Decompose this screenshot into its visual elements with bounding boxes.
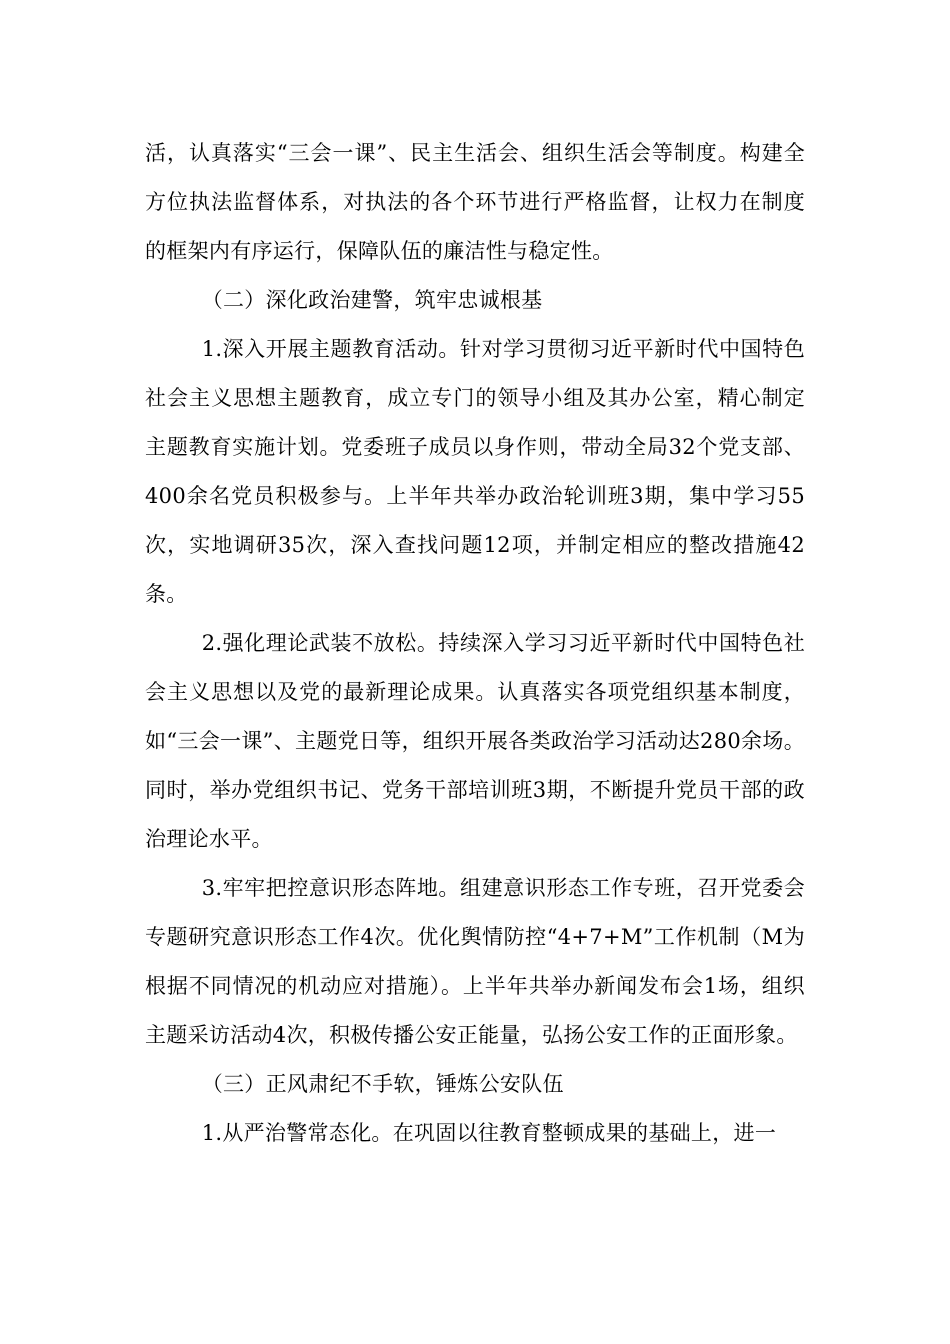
paragraph-item-ideology: 3.牢牢把控意识形态阵地。组建意识形态工作专班，召开党委会专题研究意识形态工作4次。优化舆情防控“4+7+M”工作机制（M为根据不同情况的机动应对措施）。上半年共举办新闻发布会1场，组织主题采访活动4次，积极传播公安正能量，弘扬公安工作的正面形象。	[145, 876, 805, 1047]
paragraph-continuation: 活，认真落实“三会一课”、民主生活会、组织生活会等制度。构建全方位执法监督体系，对执法的各个环节进行严格监督，让权力在制度的框架内有序运行，保障队伍的廉洁性与稳定性。	[145, 141, 805, 263]
section-heading-two: （二）深化政治建警，筑牢忠诚根基	[201, 288, 543, 312]
document-body	[145, 129, 805, 1158]
section-heading-three: （三）正风肃纪不手软，锤炼公安队伍	[201, 1072, 564, 1096]
paragraph-item-theme-education: 1.深入开展主题教育活动。针对学习贯彻习近平新时代中国特色社会主义思想主题教育，成立专门的领导小组及其办公室，精心制定主题教育实施计划。党委班子成员以身作则，带动全局32个党支部、400余名党员积极参与。上半年共举办政治轮训班3期，集中学习55次，实地调研35次，深入查找问题12项，并制定相应的整改措施42条。	[145, 337, 805, 606]
paragraph-item-theory-study: 2.强化理论武装不放松。持续深入学习习近平新时代中国特色社会主义思想以及党的最新理论成果。认真落实各项党组织基本制度，如“三会一课”、主题党日等，组织开展各类政治学习活动达280余场。同时，举办党组织书记、党务干部培训班3期，不断提升党员干部的政治理论水平。	[145, 631, 805, 851]
paragraph-item-strict-management: 1.从严治警常态化。在巩固以往教育整顿成果的基础上，进一	[201, 1121, 777, 1145]
